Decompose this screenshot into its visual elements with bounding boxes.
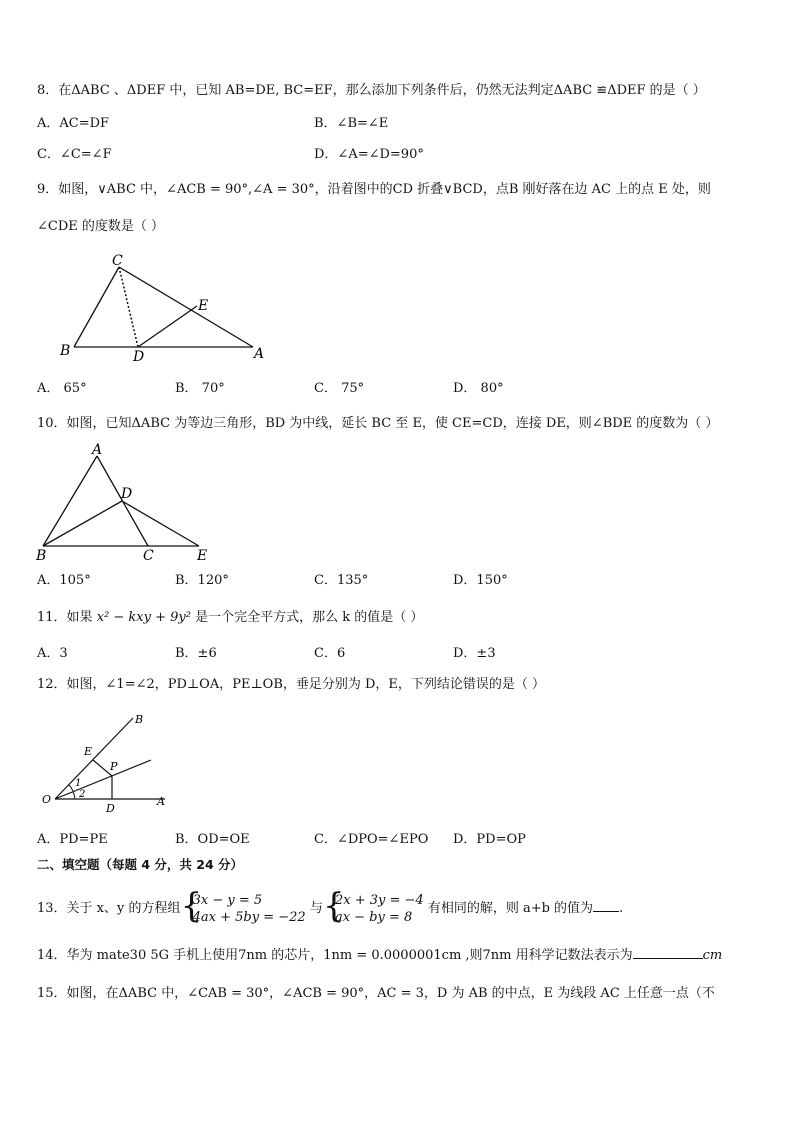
q12-label-o: O — [42, 793, 52, 806]
q9-option-b[interactable]: B． 70° — [175, 381, 225, 396]
q9-label-c: C — [112, 253, 123, 269]
q12-angle2-arc — [73, 792, 75, 799]
q12-figure — [35, 710, 175, 820]
q13-mid: 与 — [309, 901, 323, 916]
q9-option-a[interactable]: A． 65° — [37, 381, 87, 396]
q10-stem: 10．如图，已知ΔABC 为等边三角形，BD 为中线，延长 BC 至 E，使 CE=CD，连接 DE，则∠BDE 的度数为（ ） — [37, 416, 719, 431]
q10-option-c[interactable]: C．135° — [314, 573, 369, 588]
q9-side-ca — [119, 267, 253, 347]
q11-option-d[interactable]: D．±3 — [453, 646, 496, 661]
q10-label-d: D — [121, 486, 133, 502]
q11-stem — [37, 609, 423, 627]
q10-option-a[interactable]: A．105° — [37, 573, 91, 588]
q11-option-b[interactable]: B．±6 — [175, 646, 217, 661]
q11-stem-post: 是一个完全平方式，那么 k 的值是（ ） — [190, 610, 424, 625]
q12-option-a[interactable]: A．PD=PE — [37, 832, 108, 847]
q9-label-b: B — [60, 343, 71, 359]
q9-fold-cd — [119, 267, 138, 347]
q8-stem: 8．在ΔABC 、ΔDEF 中，已知 AB=DE, BC=EF，那么添加下列条件后，仍然无法判定ΔABC ≌ΔDEF 的是（ ） — [37, 83, 706, 98]
q9-label-d: D — [133, 349, 145, 363]
q13-system1-eq2: 4ax + 5by = −22 — [192, 909, 306, 925]
q11-option-a[interactable]: A．3 — [37, 646, 68, 661]
q14-pre: 14．华为 mate30 5G 手机上使用7nm 的芯片，1nm = 0.0000001cm ,则7nm 用科学记数法表示为 — [37, 948, 633, 963]
q12-label-angle1: 1 — [75, 778, 82, 789]
q9-figure — [55, 248, 275, 363]
q10-side-ab — [43, 456, 97, 546]
q15-stem: 15．如图，在ΔABC 中，∠CAB = 30°，∠ACB = 90°，AC = 3，D 为 AB 的中点，E 为线段 AC 上任意一点（不 — [37, 986, 715, 1001]
q13-system2-eq1: { 2x + 3y = −4 — [334, 892, 424, 908]
q9-stem-line2: ∠CDE 的度数是（ ） — [37, 219, 165, 234]
q9-option-d[interactable]: D． 80° — [453, 381, 504, 396]
q12-option-b[interactable]: B．OD=OE — [175, 832, 250, 847]
q8-option-c[interactable]: C．∠C=∠F — [37, 147, 112, 162]
q8-option-b[interactable]: B．∠B=∠E — [314, 116, 389, 131]
q10-option-b[interactable]: B．120° — [175, 573, 229, 588]
q11-expression: x² − kxy + 9y² — [96, 610, 191, 625]
q13-end: . — [619, 901, 624, 916]
q10-figure — [30, 440, 220, 565]
q8-option-a[interactable]: A．AC=DF — [37, 116, 110, 131]
q12-ray-ob — [55, 718, 133, 799]
q13-system1 — [185, 892, 306, 926]
q9-label-a: A — [254, 346, 265, 362]
q9-stem-line1: 9．如图，∨ABC 中，∠ACB = 90°,∠A = 30°，沿着图中的CD 折叠∨BCD，点B 刚好落在边 AC 上的点 E 处，则 — [37, 182, 711, 197]
q12-label-d: D — [106, 802, 115, 815]
q12-angle1-arc — [69, 785, 73, 791]
q10-option-d[interactable]: D．150° — [453, 573, 508, 588]
q13-system1-eq1: { 3x − y = 5 — [192, 892, 263, 908]
q10-median-bd — [43, 501, 122, 546]
q12-bisector-op — [55, 760, 151, 799]
q10-segment-de — [122, 501, 199, 546]
q13-pre: 13．关于 x、y 的方程组 — [37, 901, 181, 916]
q12-label-p: P — [110, 760, 118, 773]
q11-stem-pre: 11．如果 — [37, 610, 97, 625]
q11-option-c[interactable]: C．6 — [314, 646, 346, 661]
q13-system2 — [327, 892, 424, 926]
q9-side-bc — [74, 267, 119, 347]
q10-label-a: A — [92, 442, 103, 458]
q9-segment-de — [138, 306, 197, 347]
q10-label-b: B — [36, 548, 47, 564]
section-fill-in-title: 二、填空题（每题 4 分，共 24 分） — [37, 857, 244, 872]
q14-unit: cm — [702, 948, 723, 963]
q12-label-b: B — [135, 713, 144, 726]
q9-label-e: E — [198, 298, 209, 314]
q12-label-a: A — [157, 795, 165, 808]
q12-option-c[interactable]: C．∠DPO=∠EPO — [314, 832, 429, 847]
q13-stem — [37, 890, 623, 928]
q12-option-d[interactable]: D．PD=OP — [453, 832, 526, 847]
q13-answer-blank[interactable] — [593, 899, 619, 912]
q13-post: 有相同的解，则 a+b 的值为 — [427, 901, 594, 916]
q12-stem: 12．如图，∠1=∠2，PD⊥OA，PE⊥OB，垂足分别为 D，E，下列结论错误的是（ ） — [37, 677, 546, 692]
q12-label-e: E — [84, 745, 93, 758]
q10-label-e: E — [197, 548, 208, 564]
q9-option-c[interactable]: C． 75° — [314, 381, 365, 396]
q8-option-d[interactable]: D．∠A=∠D=90° — [314, 147, 424, 162]
q12-label-angle2: 2 — [79, 789, 86, 800]
q13-system2-eq2: ax − by = 8 — [334, 909, 413, 925]
q10-label-c: C — [143, 548, 154, 564]
q14-answer-blank[interactable] — [633, 946, 703, 959]
q14-stem — [37, 946, 722, 965]
